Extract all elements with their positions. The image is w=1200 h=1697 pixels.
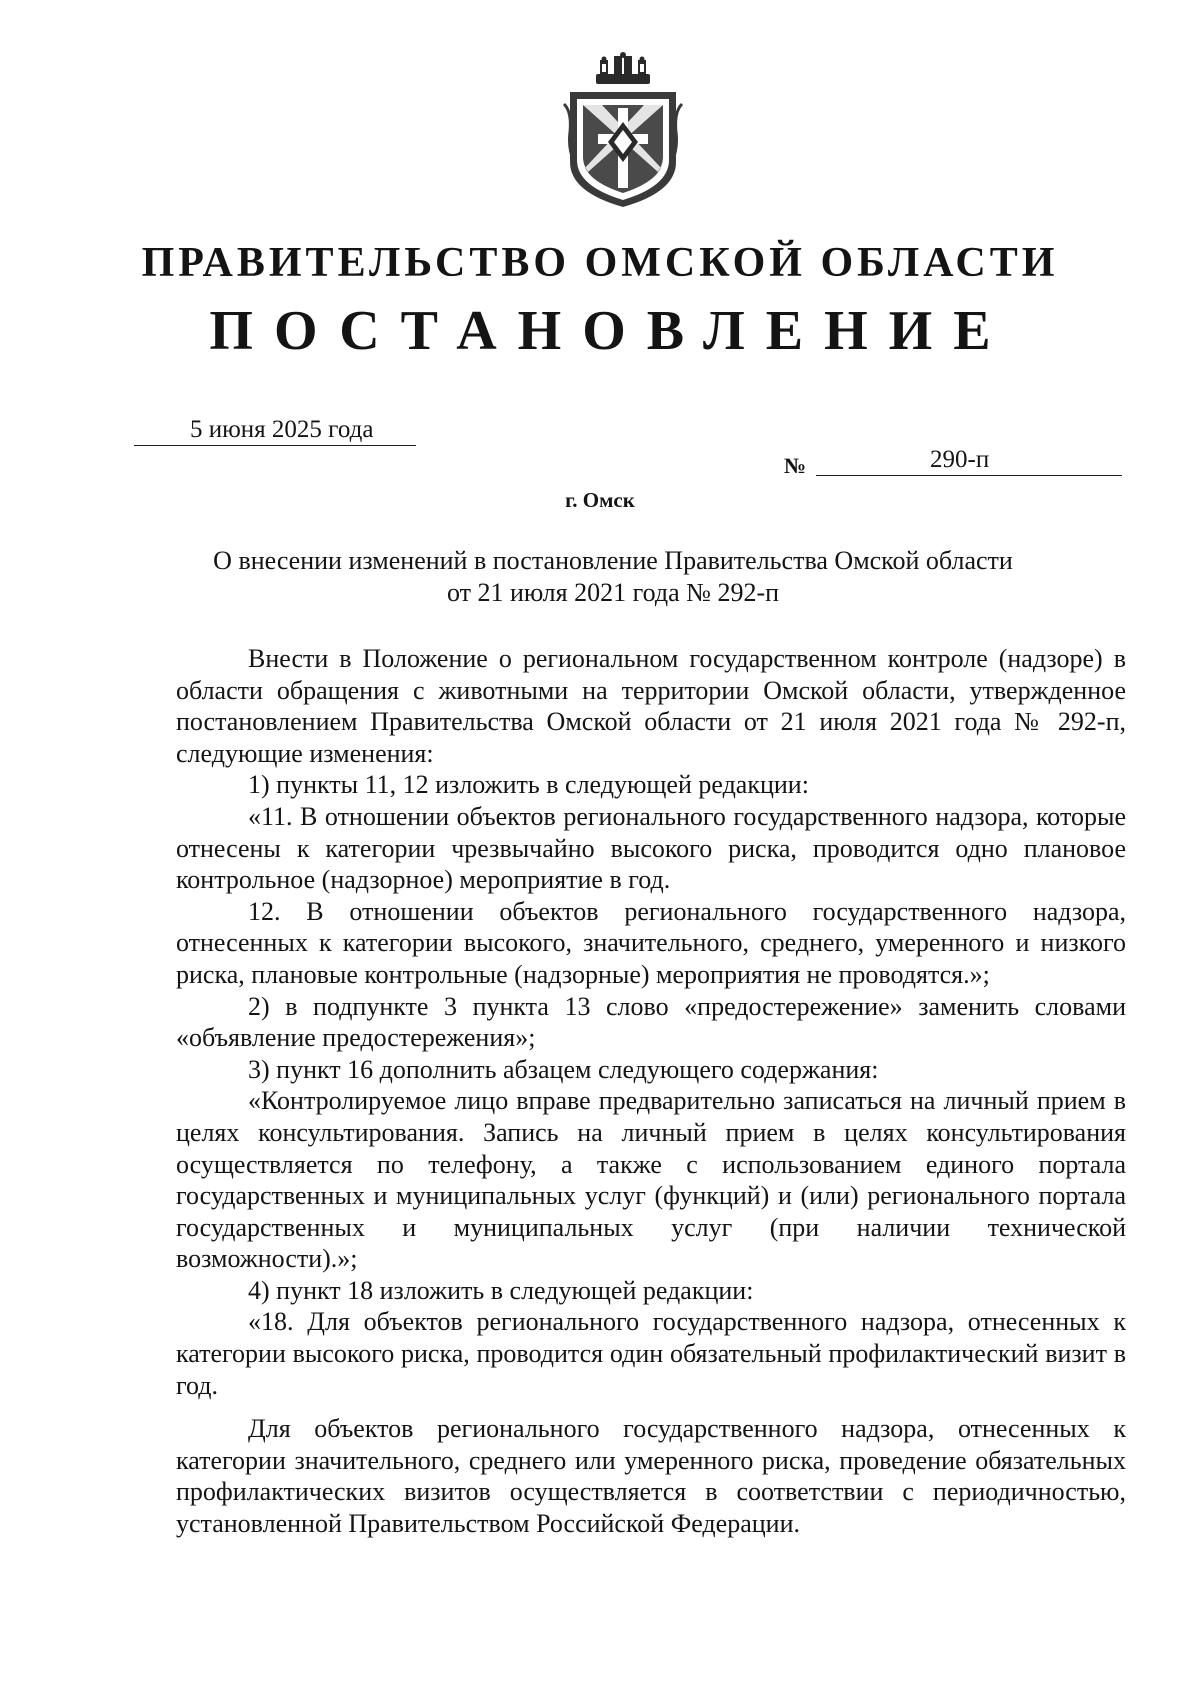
document-body: [176, 643, 1126, 1540]
body-paragraph: 1) пункты 11, 12 изложить в следующей редакции:: [248, 770, 809, 800]
body-paragraph: «11. В отношении объектов регионального государственного надзора, которые отнесены к категории чрезвычайно высокого риска, проводится одно плановое контрольное (надзорное) мероприятие в год.: [176, 801, 1126, 895]
body-paragraph: Внести в Положение о региональном государственном контроле (надзоре) в области обращения с животными на территории Омской области, утвержденное постановлением Правительства Омской области от 21 июля 2021 года № 292-п, следующие изменения:: [176, 644, 1126, 768]
document-type-title: ПОСТАНОВЛЕНИЕ: [209, 300, 1012, 362]
coat-of-arms-icon: [562, 52, 684, 209]
document-date-field: [134, 416, 416, 446]
issue-city: г. Омск: [565, 488, 635, 512]
number-sign: №: [784, 453, 807, 478]
subject-line: О внесении изменений в постановление Правительства Омской области: [213, 546, 1013, 575]
body-paragraph: 3) пункт 16 дополнить абзацем следующего содержания:: [248, 1054, 879, 1084]
body-paragraph: 2) в подпункте 3 пункта 13 слово «предостережение» заменить словами «объявление предостережения»;: [176, 991, 1126, 1053]
document-number: 290-п: [930, 446, 990, 473]
body-paragraph: 12. В отношении объектов регионального государственного надзора, отнесенных к категории высокого, значительного, среднего, умеренного и низкого риска, плановые контрольные (надзорные) мероприятия не проводятся.»;: [176, 896, 1126, 989]
body-paragraph: «Контролируемое лицо вправе предварительно записаться на личный прием в целях консультирования. Запись на личный прием в целях консультирования осуществляется по телефону, а также с использованием единого портала государственных и муниципальных услуг (функций) и (или) регионального портала государственных и муниципальных услуг (при наличии технической возможности).»;: [176, 1086, 1126, 1274]
government-name: ПРАВИТЕЛЬСТВО ОМСКОЙ ОБЛАСТИ: [141, 240, 1059, 286]
body-paragraph: Для объектов регионального государственного надзора, отнесенных к категории значительного, среднего или умеренного риска, проведение обязательных профилактических визитов осуществляется в соответствии с периодичностью, установленной Правительством Российской Федерации.: [176, 1414, 1126, 1539]
subject-line: от 21 июля 2021 года № 292-п: [446, 578, 780, 607]
body-paragraph: 4) пункт 18 изложить в следующей редакции:: [248, 1275, 754, 1305]
body-paragraph: «18. Для объектов регионального государственного надзора, отнесенных к категории высокого риска, проводится один обязательный профилактический визит в год.: [176, 1307, 1126, 1400]
document-subject: [150, 545, 1076, 609]
document-date: 5 июня 2025 года: [190, 416, 374, 443]
document-number-field: [816, 445, 1122, 476]
